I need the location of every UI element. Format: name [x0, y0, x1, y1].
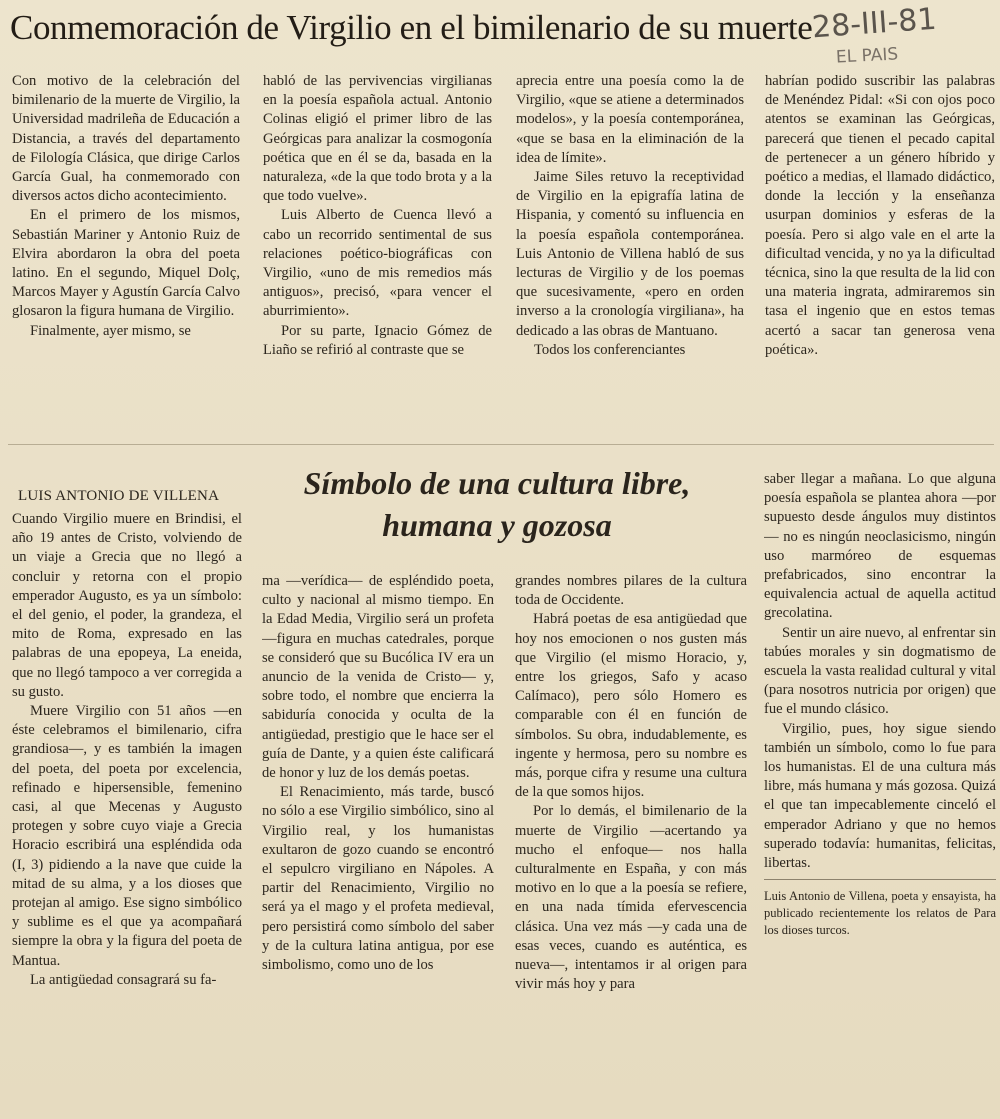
- opinion-title: [262, 462, 732, 546]
- news-column-3: [516, 72, 744, 436]
- paragraph: habrían podido suscribir las palabras de Menéndez Pidal: «Si con ojos poco atentos se examinan las Geórgicas, parecerá que tienen el pecado capital de pertenecer a un género híbrido y poético a medias, el llamado didáctico, donde la lección y la enseñanza usurpan dominios y esferas de la poesía. Pero si algo vale en el arte la dificultad vencida, y no ya la dificultad técnica, sino la que resulta de la lid con una materia ingrata, admiraremos sin tasa el ingenio que en estos temas acertó a sacar tan generosa vena poética».: [765, 73, 995, 358]
- news-column-2: [263, 72, 492, 436]
- section-divider: [8, 444, 994, 445]
- paragraph: Virgilio, pues, hoy sigue siendo también un símbolo, como lo fue para los humanistas. El de una cultura más libre, más humana y más gozosa. Quizá el que tan impecablemente cinceló el emperador Adriano y que no hemos superado todavía: humanitas, felicitas, libertas.: [764, 720, 996, 872]
- opinion-title-line-1: Símbolo de una cultura libre,: [303, 465, 691, 501]
- opinion-column-1: [12, 510, 242, 1110]
- paragraph: En el primero de los mismos, Sebastián Mariner y Antonio Ruiz de Elvira abordaron la obra del poeta latino. En el segundo, Miquel Dolç, Marcos Mayer y Agustín García Calvo glosaron la figura humana de Virgilio.: [12, 207, 240, 320]
- paragraph: Por lo demás, el bimilenario de la muerte de Virgilio —acertando ya mucho el enfoque— nos halla culturalmente en España, y con más motivo en lo que a la poesía se refiere, en una nada tímida efervescencia clásica. Una vez más —y cada una de esas veces, cuando es auténtica, es nueva—, intentamos ir al origen para vivir más hoy y para: [515, 803, 747, 993]
- paragraph: Muere Virgilio con 51 años —en éste celebramos el bimilenario, cifra grandiosa—, y es también la imagen del poeta, del poeta por excelencia, refinado e hipersensible, femenino casi, al que Mecenas y Augusto protegen y sobre cuyo viaje a Grecia Horacio escribirá una espléndida oda (I, 3) pidiendo a la nave que cuide la mitad de su alma, y a los dioses que protejan al amigo. Ese signo simbólico y sublime es el que ya acompañará siempre la obra y la figura del poeta de Mantua.: [12, 703, 242, 969]
- paragraph: Todos los conferenciantes: [534, 341, 686, 358]
- opinion-column-4: [764, 470, 996, 1110]
- paragraph: Luis Alberto de Cuenca llevó a cabo un recorrido sentimental de sus relaciones poético-biográficas con Virgilio, «uno de mis remedios más antiguos», precisó, «para vencer el aburrimiento».: [263, 207, 492, 320]
- opinion-column-2: [262, 572, 494, 1112]
- paragraph: Con motivo de la celebración del bimilenario de la muerte de Virgilio, la Universidad madrileña de Educación a Distancia, a través del departamento de Filología Clásica, que dirige Carlos García Gual, ha conmemorado con diversos actos dicho acontecimiento.: [12, 73, 240, 205]
- paragraph: Sentir un aire nuevo, al enfrentar sin tabúes morales y sin dogmatismo de escuela la vasta realidad cultural y vital (para nosotros nutricia por origen) que fue el mundo clásico.: [764, 624, 996, 718]
- handwritten-source: EL PAIS: [835, 44, 899, 68]
- paragraph: saber llegar a mañana. Lo que alguna poesía española se plantea ahora —por supuesto desde ángulos muy distintos— no es ningún neoclasicismo, ningún uso marmóreo de esquemas prefabricados, sino encontrar la equivalencia actual de aquella actitud grecolatina.: [764, 471, 996, 622]
- paragraph: habló de las pervivencias virgilianas en la poesía española actual. Antonio Colinas eligió el primer libro de las Geórgicas para analizar la cosmogonía poética que en él se da, basada en la naturaleza, «de la que todo brota y a la que todo vuelve».: [263, 73, 492, 205]
- paragraph: Jaime Siles retuvo la receptividad de Virgilio en la epigrafía latina de Hispania, y comentó su influencia en la poesía española contemporánea. Luis Antonio de Villena habló de sus lecturas de Virgilio y de los poemas que sucesivamente, «pero en orden inverso a la cronología virgiliana», ha dedicado a las obras de Mantuano.: [516, 169, 744, 339]
- author-credit: Luis Antonio de Villena, poeta y ensayista, ha publicado recientemente los relatos de Para los dioses turcos.: [764, 889, 996, 938]
- paragraph: Por su parte, Ignacio Gómez de Liaño se refirió al contraste que se: [263, 322, 492, 358]
- handwritten-date: 28-III-81: [810, 1, 938, 46]
- opinion-byline: LUIS ANTONIO DE VILLENA: [18, 488, 220, 504]
- news-column-4: [765, 72, 995, 436]
- opinion-title-line-2: humana y gozosa: [382, 507, 612, 543]
- paragraph: El Renacimiento, más tarde, buscó no sólo a ese Virgilio simbólico, sino al Virgilio real, y los humanistas exultaron de gozo cuando se encontró el sepulcro virgiliano en Nápoles. A partir del Renacimiento, Virgilio no será ya el mago y el profeta medieval, pero persistirá como símbolo del saber y de la cultura latina antigua, por ese simbolismo, como uno de los: [262, 784, 494, 974]
- paragraph: ma —verídica— de espléndido poeta, culto y nacional al mismo tiempo. En la Edad Media, Virgilio será un profeta —figura en muchas catedrales, porque se consideró que su Bucólica IV era un anuncio de la venida de Cristo— y, sobre todo, el nombre que encierra la sabiduría conocida y oculta de la antigüedad, prestigio que le hace ser el guía de Dante, y a quien éste calificará de honor y luz de los demás poetas.: [262, 573, 494, 782]
- headline: Conmemoración de Virgilio en el bimilenario de su muerte: [10, 8, 813, 47]
- paragraph: aprecia entre una poesía como la de Virgilio, «que se atiene a determinados modelos», y la poesía contemporánea, «que se basa en la eliminación de la idea de límite».: [516, 73, 744, 166]
- paragraph: Habrá poetas de esa antigüedad que hoy nos emocionen o nos gusten más que Virgilio (el mismo Horacio, y, entre los griegos, Safo y acaso Calímaco), pero sólo Homero es comparable con él en función de símbolos. Su obra, indudablemente, es ingente y hermosa, pero su nombre es más, porque cifra y resume una cultura de la que somos hijos.: [515, 611, 747, 801]
- paragraph: grandes nombres pilares de la cultura toda de Occidente.: [515, 573, 747, 609]
- paragraph: Finalmente, ayer mismo, se: [30, 322, 191, 339]
- credit-divider: [764, 879, 996, 880]
- paragraph: Cuando Virgilio muere en Brindisi, el año 19 antes de Cristo, volviendo de un viaje a Grecia que no llegó a concluir y retorna con el propio emperador Augusto, es ya un símbolo: el del genio, el poder, la grandeza, el mito de Roma, expresado en las palabras de una epopeya, La eneida, que no llegó tampoco a ver corregida a su gusto.: [12, 511, 242, 700]
- paragraph: La antigüedad consagrará su fa-: [30, 971, 217, 988]
- news-column-1: [12, 72, 240, 436]
- opinion-column-3: [515, 572, 747, 1112]
